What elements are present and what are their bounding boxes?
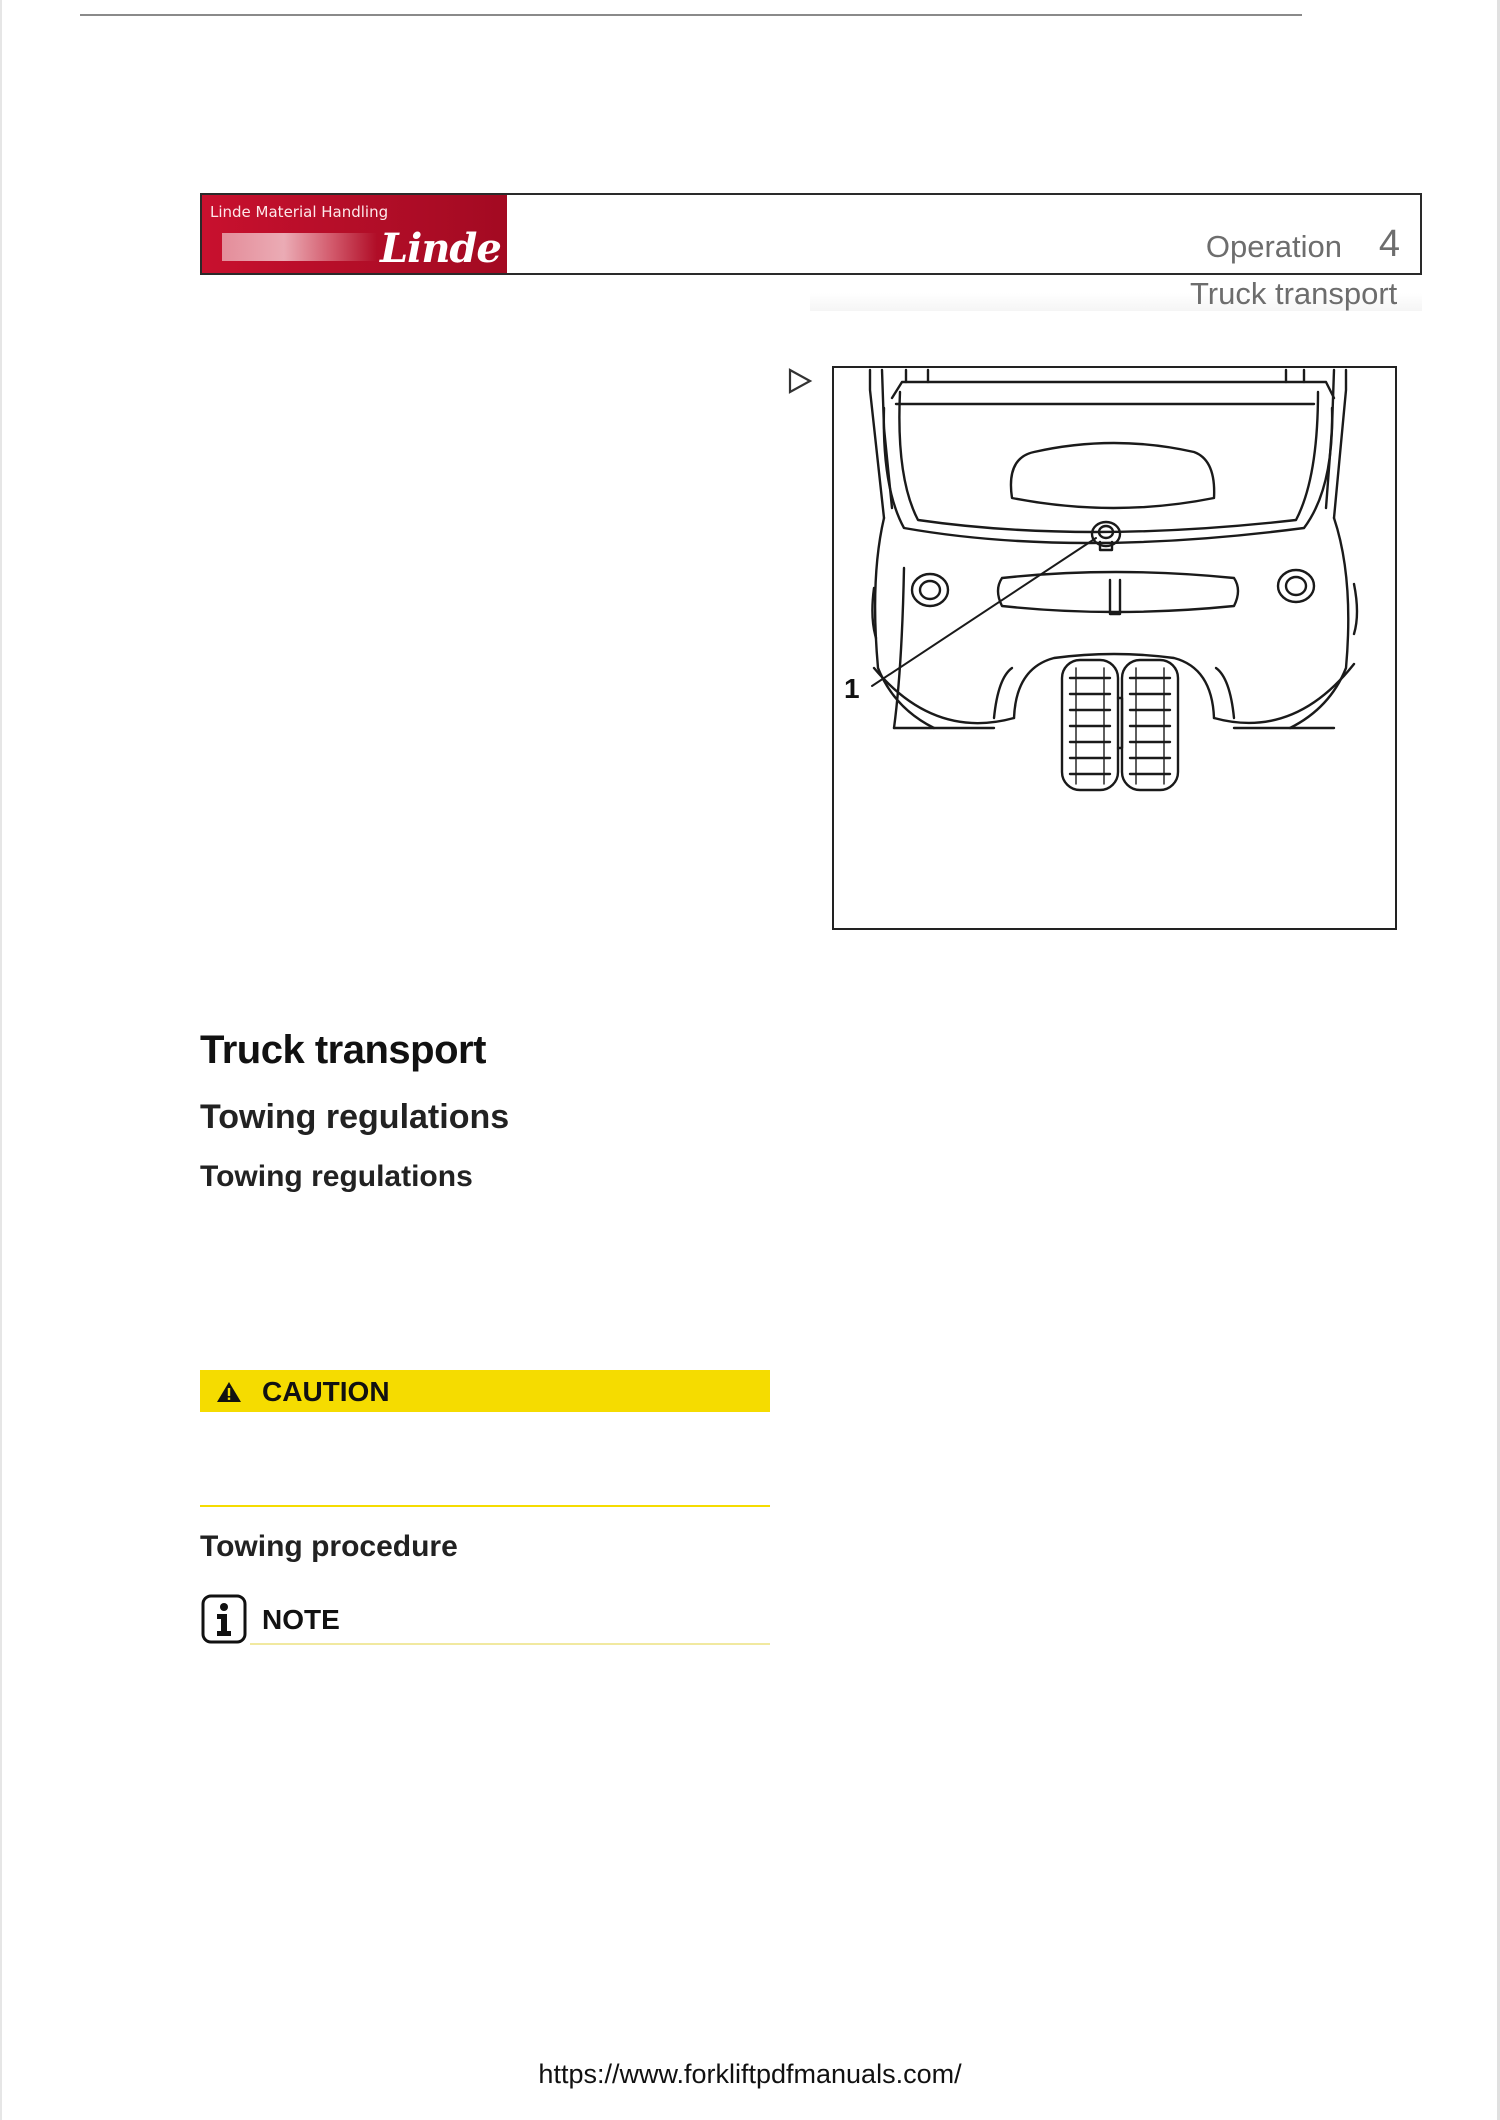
- truck-rear-drawing: [834, 368, 1395, 928]
- header-section-title: Operation: [1205, 229, 1342, 264]
- page-header: [200, 193, 1422, 275]
- subsection-heading: Towing regulations: [200, 1160, 473, 1193]
- header-chapter-number: 4: [1378, 223, 1400, 265]
- caution-bottom-rule: [200, 1505, 770, 1507]
- caution-banner: [200, 1370, 770, 1412]
- warning-triangle-icon: [216, 1380, 242, 1404]
- top-divider: [80, 14, 1302, 16]
- callout-label: 1: [844, 673, 860, 704]
- caution-label: CAUTION: [262, 1376, 390, 1407]
- logo-graphic: [222, 233, 377, 261]
- logo-wordmark: Linde: [380, 225, 501, 272]
- procedure-heading: Towing procedure: [200, 1530, 458, 1563]
- logo-subtitle: Linde Material Handling: [210, 203, 389, 221]
- footer-url[interactable]: https://www.forkliftpdfmanuals.com/: [538, 2059, 962, 2089]
- truck-rear-figure: [832, 366, 1397, 930]
- linde-logo: [202, 195, 507, 273]
- note-label: NOTE: [262, 1604, 340, 1635]
- page-edge-left: [0, 0, 2, 2120]
- page-title: Truck transport: [200, 1028, 486, 1072]
- info-icon: [200, 1593, 248, 1645]
- section-heading: Towing regulations: [200, 1098, 510, 1136]
- triangle-right-outline-icon: [786, 366, 814, 396]
- note-bottom-rule: [250, 1643, 770, 1645]
- header-subsection: Truck transport: [1190, 276, 1398, 311]
